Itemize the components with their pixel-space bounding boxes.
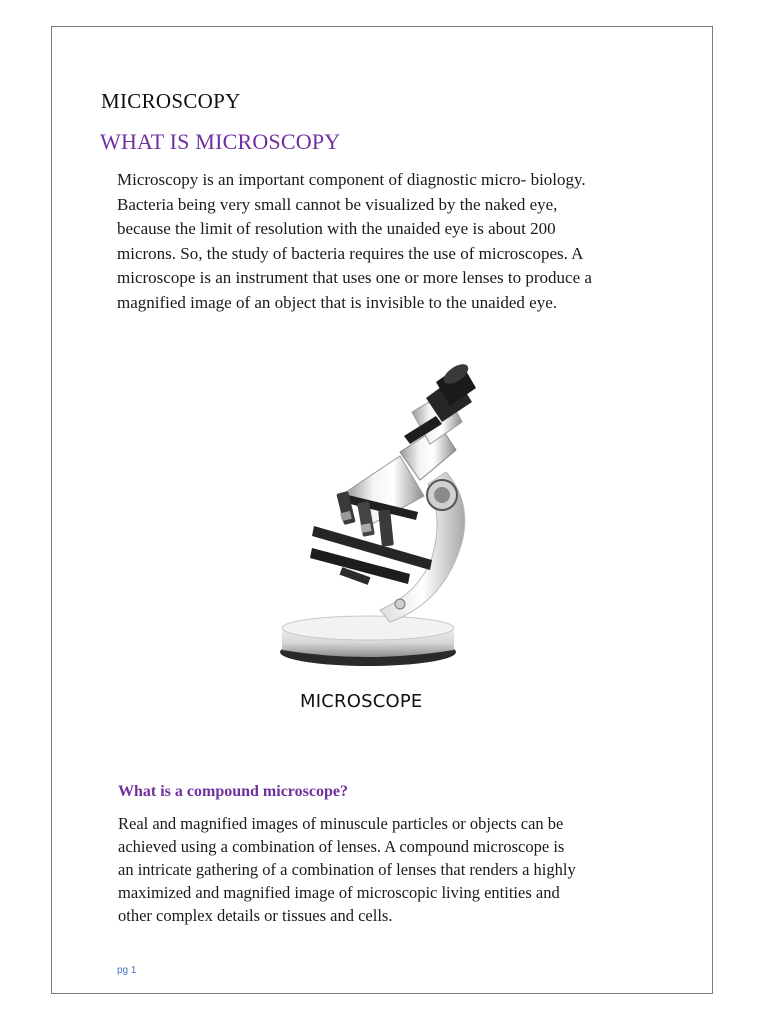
document-title: MICROSCOPY	[101, 89, 241, 113]
microscope-illustration-icon	[240, 352, 540, 682]
body-line: Real and magnified images of minuscule particles or objects can be	[118, 814, 564, 833]
section-heading: WHAT IS MICROSCOPY	[100, 129, 341, 154]
page-number: pg 1	[117, 965, 137, 976]
body-line: an intricate gathering of a combination of lenses that renders a highly	[118, 860, 576, 879]
intro-line: because the limit of resolution with the unaided eye is about 200	[117, 219, 556, 238]
body-paragraph	[118, 812, 658, 927]
figure-caption: MICROSCOPE	[300, 691, 423, 712]
sub-heading: What is a compound microscope?	[118, 783, 348, 800]
microscope-figure	[240, 352, 540, 682]
intro-line: magnified image of an object that is invisible to the unaided eye.	[117, 292, 557, 312]
body-line: maximized and magnified image of microscopic living entities and	[118, 883, 560, 902]
intro-line: Microscopy is an important component of diagnostic micro- biology.	[117, 170, 586, 189]
intro-paragraph	[117, 168, 657, 315]
body-line: other complex details or tissues and cells.	[118, 906, 393, 925]
body-line: achieved using a combination of lenses. A compound microscope is	[118, 837, 565, 856]
intro-line: microns. So, the study of bacteria requires the use of microscopes. A	[117, 243, 584, 263]
intro-line: Bacteria being very small cannot be visualized by the naked eye,	[117, 194, 558, 214]
intro-line: microscope is an instrument that uses one or more lenses to produce a	[117, 268, 592, 287]
